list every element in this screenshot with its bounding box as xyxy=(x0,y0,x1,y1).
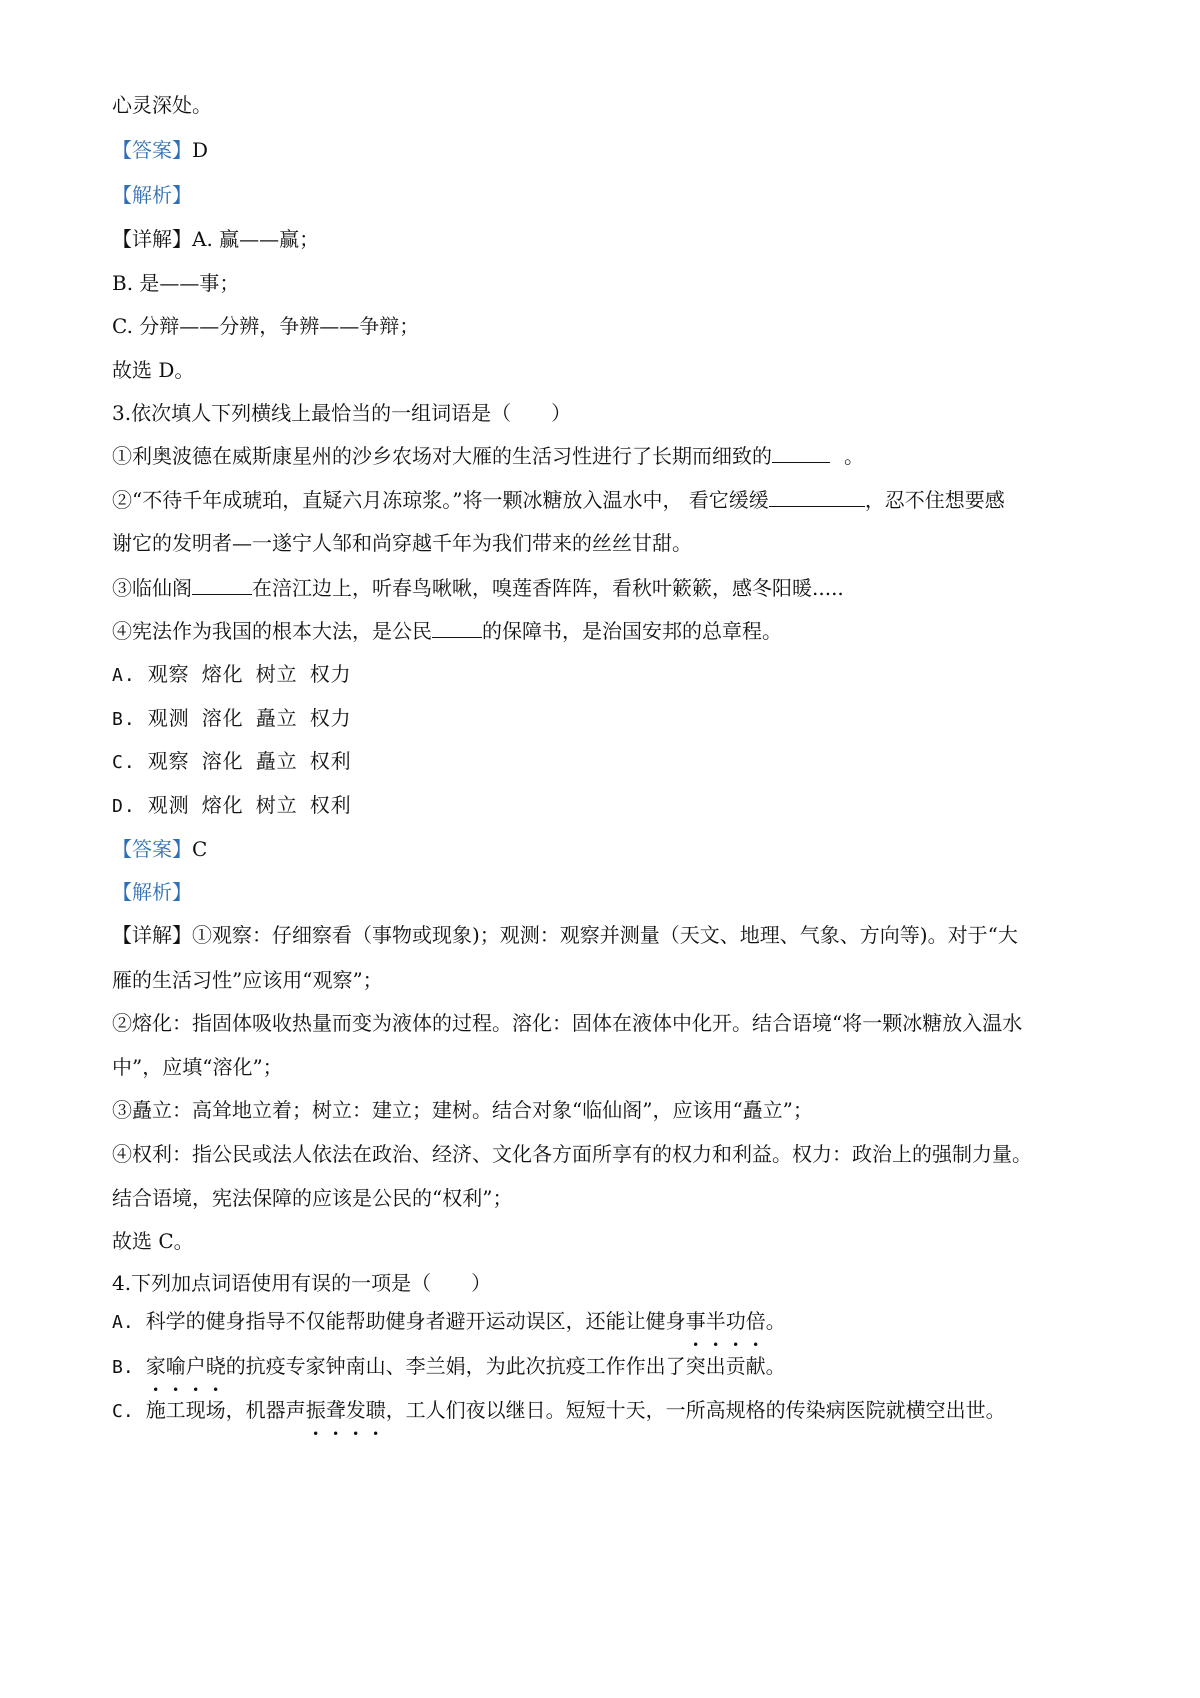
q3-s3-text: ③临仙阁 xyxy=(112,576,192,600)
emphasis-char: 家 xyxy=(145,1354,166,1378)
option-word: 权力 xyxy=(309,662,352,686)
dotted-phrase xyxy=(686,1309,766,1333)
q4-option-a xyxy=(112,1306,786,1338)
q3-option-c xyxy=(112,746,352,778)
option-letter: C. xyxy=(112,1401,134,1422)
answer-tag: 【答案】 xyxy=(112,837,192,861)
q3-sentence-1 xyxy=(112,440,864,471)
intro-tail: 心灵深处。 xyxy=(112,93,212,117)
emphasis-char: 喻 xyxy=(165,1354,186,1378)
option-letter: B. xyxy=(112,1357,134,1378)
q4-a-end: 。 xyxy=(765,1309,786,1333)
q3-detail-1-cont: 雁的生活习性”应该用“观察”； xyxy=(112,968,383,992)
q3-s4-end: 的保障书，是治国安邦的总章程。 xyxy=(482,619,782,643)
option-word: 观察 xyxy=(147,749,190,773)
option-word: 溶化 xyxy=(201,706,244,730)
option-word: 观测 xyxy=(147,793,190,817)
q2-answer: D xyxy=(192,138,209,162)
emphasis-char: 发 xyxy=(345,1398,366,1422)
q3-sentence-2-cont: 谢它的发明者—一遂宁人邹和尚穿越千年为我们带来的丝丝甘甜。 xyxy=(112,531,692,555)
fill-blank-2 xyxy=(769,484,865,507)
option-word: 权利 xyxy=(309,793,352,817)
q2-detail-a: A. 赢——赢； xyxy=(192,227,320,251)
q3-detail-2: ②熔化：指固体吸收热量而变为液体的过程。溶化：固体在液体中化开。结合语境“将一颗冰糖放入温水 xyxy=(112,1011,1023,1035)
q3-detail-2-cont: 中”，应填“溶化”； xyxy=(112,1055,283,1079)
q3-detail-1 xyxy=(112,920,1018,950)
emphasis-char: 事 xyxy=(685,1309,706,1333)
fill-blank-1 xyxy=(772,440,830,463)
option-word: 观测 xyxy=(147,706,190,730)
q4-a-text: 科学的健身指导不仅能帮助健身者避开运动误区，还能让健身 xyxy=(145,1309,686,1333)
option-word: 权利 xyxy=(309,749,352,773)
q3-sentence-3 xyxy=(112,572,844,603)
emphasis-char: 倍 xyxy=(745,1309,766,1333)
option-letter: A. xyxy=(112,665,136,686)
option-word: 权力 xyxy=(309,706,352,730)
q4-stem: 4.下列加点词语使用有误的一项是（ ） xyxy=(112,1271,492,1295)
q3-analysis-tag: 【解析】 xyxy=(112,880,192,904)
option-word: 熔化 xyxy=(201,662,244,686)
q4-b-text: 的抗疫专家钟南山、李兰娟，为此次抗疫工作作出了突出贡献。 xyxy=(225,1354,786,1378)
q3-s1-end: 。 xyxy=(844,444,864,468)
fill-blank-4 xyxy=(432,615,482,638)
q3-detail-4-cont: 结合语境，宪法保障的应该是公民的“权利”； xyxy=(112,1186,513,1210)
q4-option-b xyxy=(112,1351,786,1383)
q4-c-text: 施工现场，机器声 xyxy=(145,1398,306,1422)
emphasis-char: 晓 xyxy=(205,1354,226,1378)
emphasis-char: 功 xyxy=(725,1309,746,1333)
q3-detail-3: ③矗立：高耸地立着；树立：建立；建树。结合对象“临仙阁”，应该用“矗立”； xyxy=(112,1098,813,1122)
option-word: 熔化 xyxy=(201,793,244,817)
detail-tag: 【详解】 xyxy=(112,923,192,947)
q3-s1-text: ①利奥波德在威斯康星州的沙乡农场对大雁的生活习性进行了长期而细致的 xyxy=(112,444,772,468)
q3-option-a xyxy=(112,659,352,691)
q2-detail-a-line xyxy=(112,224,319,254)
emphasis-char: 聋 xyxy=(325,1398,346,1422)
option-word: 树立 xyxy=(255,793,298,817)
q2-answer-line xyxy=(112,135,208,165)
emphasis-char: 聩 xyxy=(365,1398,386,1422)
q3-s4-text: ④宪法作为我国的根本大法，是公民 xyxy=(112,619,432,643)
emphasis-char: 振 xyxy=(305,1398,326,1422)
q4-c-end: ，工人们夜以继日。短短十天，一所高规格的传染病医院就横空出世。 xyxy=(385,1398,1006,1422)
q2-analysis-tag: 【解析】 xyxy=(112,183,192,207)
fill-blank-3 xyxy=(192,572,252,595)
option-letter: A. xyxy=(112,1312,134,1333)
q3-option-b xyxy=(112,703,352,735)
q3-conclusion: 故选 C。 xyxy=(112,1229,194,1253)
q3-answer: C xyxy=(192,837,208,861)
q3-sentence-2 xyxy=(112,484,1005,515)
answer-tag: 【答案】 xyxy=(112,138,192,162)
detail-tag: 【详解】 xyxy=(112,227,192,251)
option-word: 树立 xyxy=(255,662,298,686)
emphasis-char: 半 xyxy=(705,1309,726,1333)
q3-answer-line xyxy=(112,834,207,864)
emphasis-char: 户 xyxy=(185,1354,206,1378)
option-letter: D. xyxy=(112,796,136,817)
q3-detail-4: ④权利：指公民或法人依法在政治、经济、文化各方面所享有的权力和利益。权力：政治上的强制力量。 xyxy=(112,1142,1032,1166)
option-word: 矗立 xyxy=(255,749,298,773)
option-letter: B. xyxy=(112,709,136,730)
option-word: 观察 xyxy=(147,662,190,686)
dotted-phrase xyxy=(306,1398,386,1422)
q2-conclusion: 故选 D。 xyxy=(112,358,195,382)
q4-option-c xyxy=(112,1395,1006,1427)
q3-s3-end: 在涪江边上，听春鸟啾啾，嗅莲香阵阵，看秋叶簌簌，感冬阳暖..... xyxy=(252,576,844,600)
q3-s2-end: ，忍不住想要感 xyxy=(864,488,1005,512)
option-letter: C. xyxy=(112,752,136,773)
dotted-phrase xyxy=(146,1354,226,1378)
q2-detail-c: C. 分辩——分辨，争辨——争辩； xyxy=(112,314,420,338)
q3-s2-text: ②“不待千年成琥珀，直疑六月冻琼浆。”将一颗冰糖放入温水中， 看它缓缓 xyxy=(112,488,769,512)
option-word: 矗立 xyxy=(255,706,298,730)
q3-sentence-4 xyxy=(112,615,782,646)
option-word: 溶化 xyxy=(201,749,244,773)
q3-option-d xyxy=(112,790,352,822)
q2-detail-b: B. 是——事； xyxy=(112,271,240,295)
q3-stem: 3.依次填人下列横线上最恰当的一组词语是（ ） xyxy=(112,401,572,425)
q3-detail-1-text: ①观察：仔细察看（事物或现象)；观测：观察并测量（天文、地理、气象、方向等)。对于“大 xyxy=(192,923,1018,947)
